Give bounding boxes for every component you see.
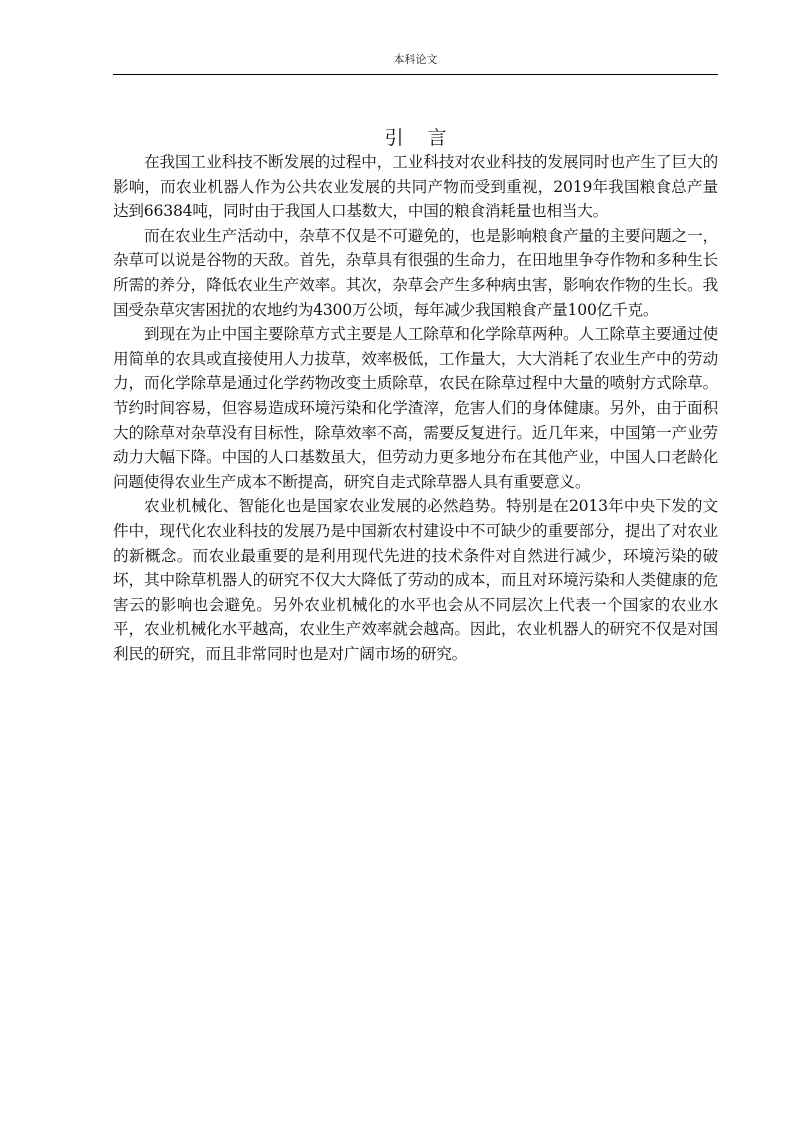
page-header (113, 52, 718, 75)
section-title: 引言 (384, 127, 471, 149)
paragraph-1: 在我国工业科技不断发展的过程中，工业科技对农业科技的发展同时也产生了巨大的影响，而农业机器人作为公共农业发展的共同产物而受到重视，2019年我国粮食总产量达到66384吨，同时由于我国人口基数大，中国的粮食消耗量也相当大。 (113, 153, 718, 221)
paragraph-2: 而在农业生产活动中，杂草不仅是不可避免的，也是影响粮食产量的主要问题之一，杂草可以说是谷物的天敌。首先，杂草具有很强的生命力，在田地里争夺作物和多种生长所需的养分，降低农业生产效率。其次，杂草会产生多种病虫害，影响农作物的生长。我国受杂草灾害困扰的农地约为4300万公顷，每年减少我国粮食产量100亿千克。 (113, 226, 718, 319)
paragraph-3: 到现在为止中国主要除草方式主要是人工除草和化学除草两种。人工除草主要通过使用简单的农具或直接使用人力拔草，效率极低，工作量大，大大消耗了农业生产中的劳动力，而化学除草是通过化学药物改变土质除草，农民在除草过程中大量的喷射方式除草。节约时间容易，但容易造成环境污染和化学渣滓，危害人们的身体健康。另外，由于面积大的除草对杂草没有目标性，除草效率不高，需要反复进行。近几年来，中国第一产业劳动力大幅下降。中国的人口基数虽大，但劳动力更多地分布在其他产业，中国人口老龄化问题使得农业生产成本不断提高，研究自走式除草器人具有重要意义。 (113, 325, 718, 491)
paragraph-4: 农业机械化、智能化也是国家农业发展的必然趋势。特别是在2013年中央下发的文件中，现代化农业科技的发展乃是中国新农村建设中不可缺少的重要部分，提出了对农业的新概念。而农业最重要的是利用现代先进的技术条件对自然进行减少，环境污染的破坏，其中除草机器人的研究不仅大大降低了劳动的成本，而且对环境污染和人类健康的危害云的影响也会避免。另外农业机械化的水平也会从不同层次上代表一个国家的农业水平，农业机械化水平越高，农业生产效率就会越高。因此，农业机器人的研究不仅是对国利民的研究，而且非常同时也是对广阔市场的研究。 (113, 497, 718, 663)
running-title: 本科论文 (393, 53, 438, 66)
body-text (113, 150, 718, 666)
